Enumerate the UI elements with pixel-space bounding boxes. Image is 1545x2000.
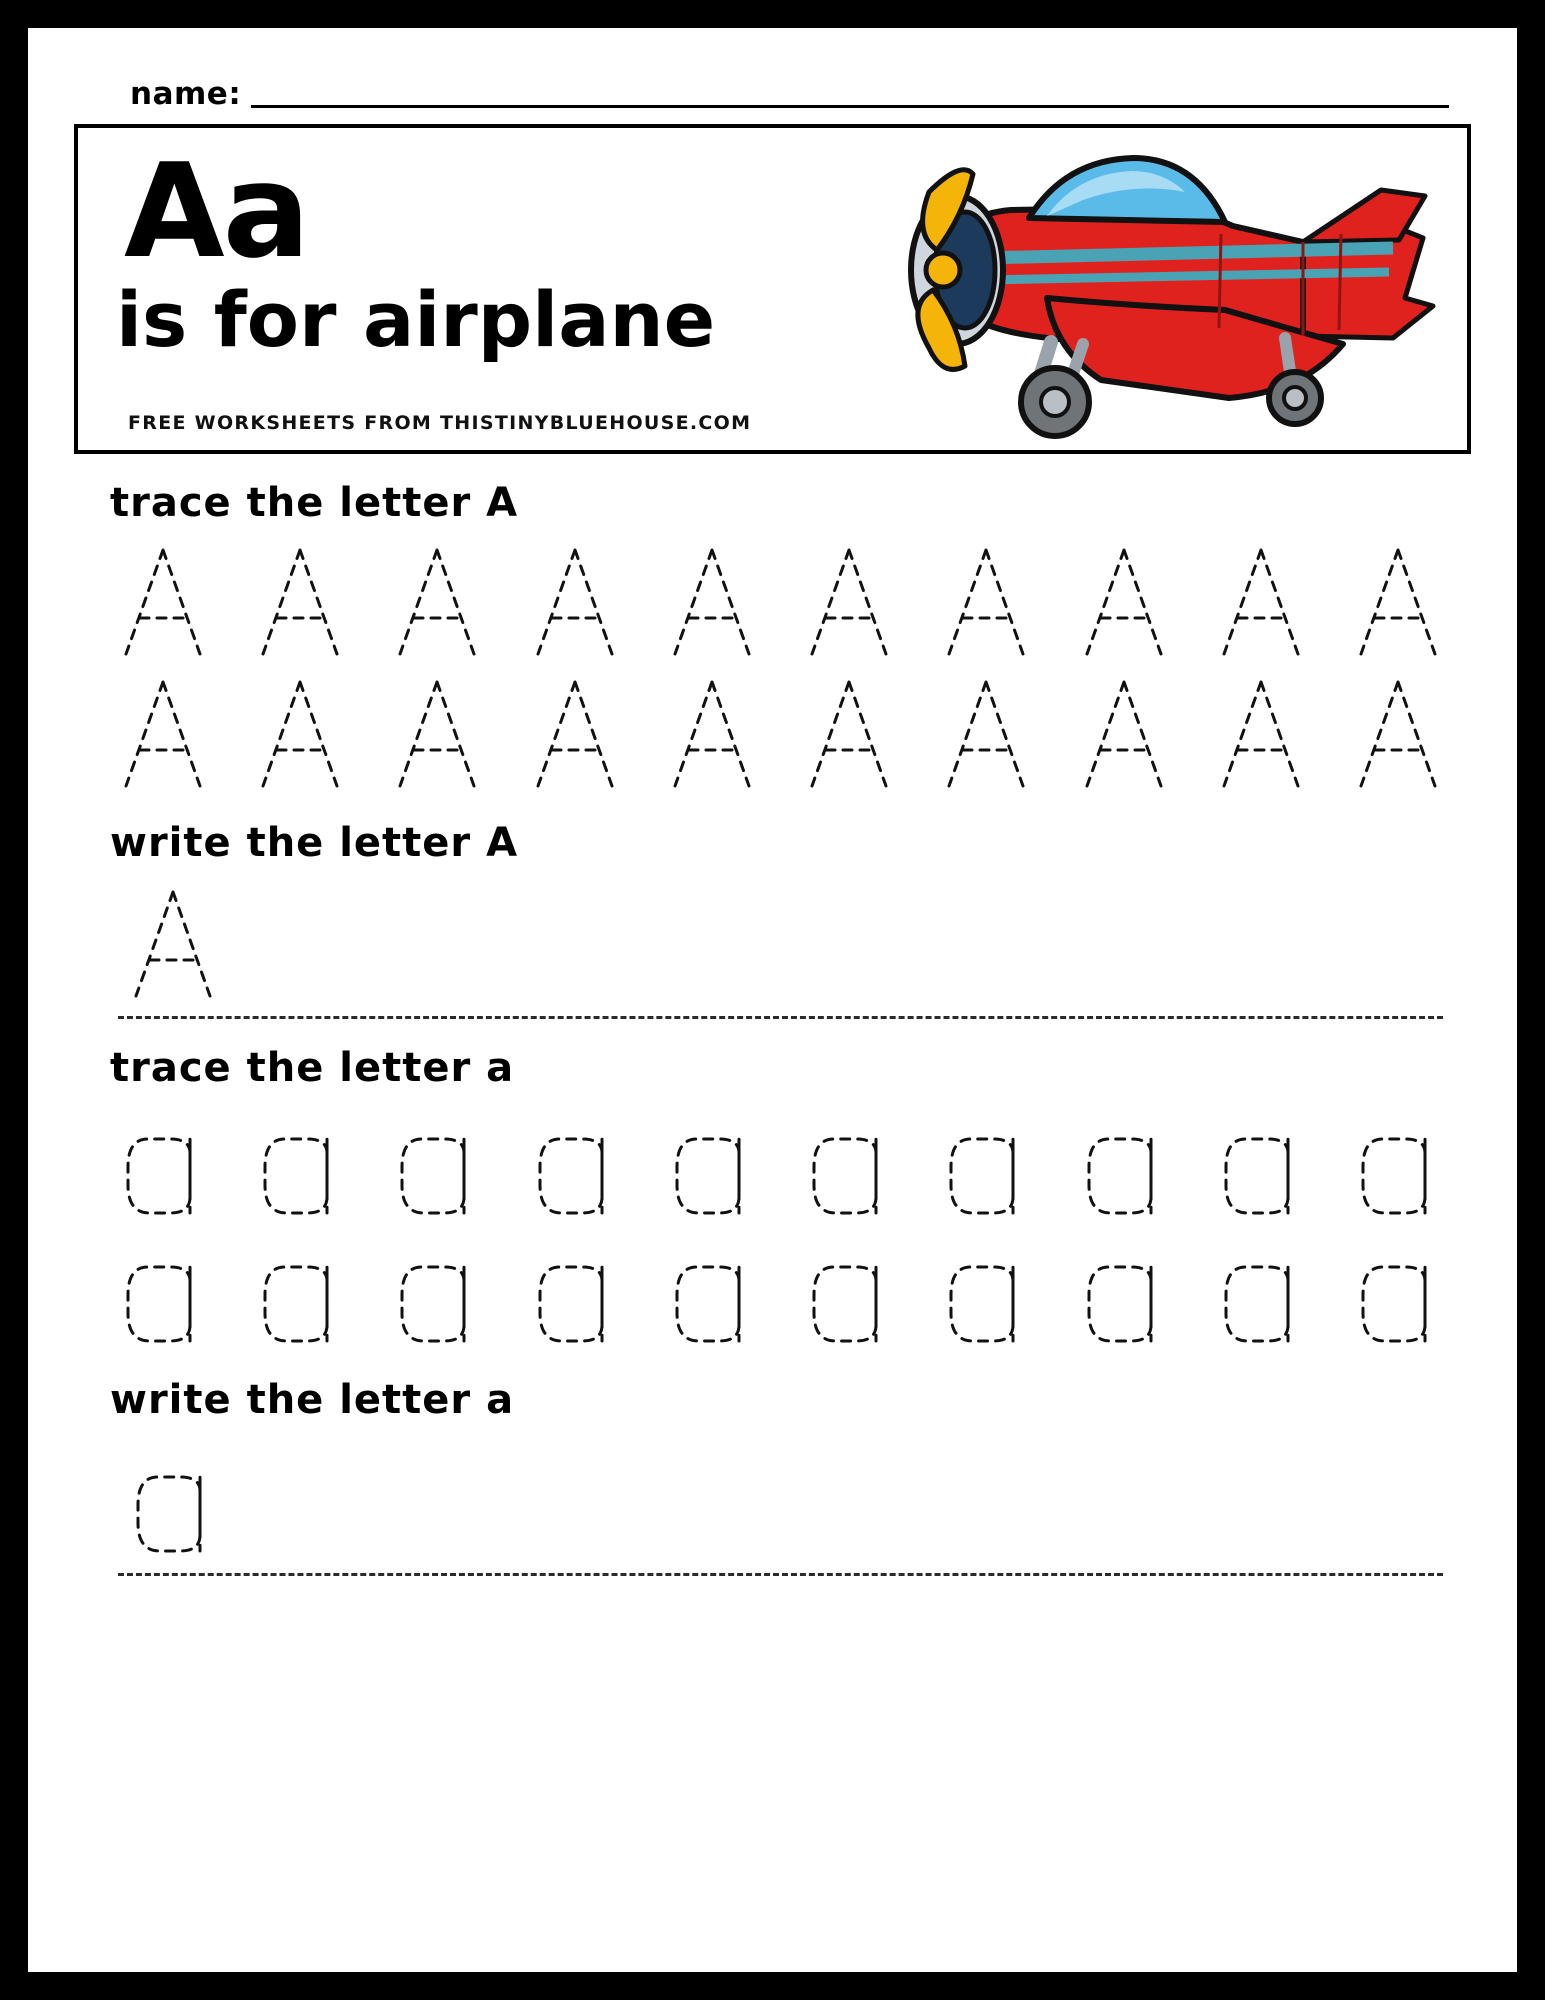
trace-glyph-A[interactable] <box>118 542 208 662</box>
trace-glyph-A[interactable] <box>804 674 894 794</box>
write-area-lowercase[interactable] <box>74 1427 1471 1567</box>
banner-phrase: is for airplane <box>116 275 716 364</box>
section-title-trace-lowercase: trace the letter a <box>110 1045 515 1091</box>
trace-glyph-a[interactable] <box>1216 1251 1306 1351</box>
trace-glyph-A[interactable] <box>255 674 345 794</box>
write-area-uppercase[interactable] <box>74 870 1471 1010</box>
trace-glyph-a[interactable] <box>530 1251 620 1351</box>
trace-glyph-A[interactable] <box>392 542 482 662</box>
section-title-trace-uppercase: trace the letter A <box>110 480 519 526</box>
trace-glyph-A[interactable] <box>392 674 482 794</box>
trace-glyph-a[interactable] <box>804 1123 894 1223</box>
trace-row-lowercase-1[interactable] <box>74 1095 1471 1223</box>
banner-credit: FREE WORKSHEETS FROM THISTINYBLUEHOUSE.COM <box>128 412 752 434</box>
write-guide-glyph-A[interactable] <box>128 884 218 1004</box>
trace-glyph-A[interactable] <box>255 542 345 662</box>
trace-glyph-a[interactable] <box>118 1251 208 1351</box>
trace-glyph-A[interactable] <box>941 542 1031 662</box>
trace-glyph-a[interactable] <box>667 1123 757 1223</box>
trace-glyph-A[interactable] <box>1216 674 1306 794</box>
trace-row-uppercase-1[interactable] <box>74 530 1471 662</box>
trace-glyph-A[interactable] <box>667 542 757 662</box>
trace-row-lowercase-2[interactable] <box>74 1223 1471 1351</box>
name-row <box>74 62 1471 114</box>
trace-glyph-a[interactable] <box>1353 1123 1443 1223</box>
trace-glyph-a[interactable] <box>1079 1251 1169 1351</box>
trace-glyph-A[interactable] <box>118 674 208 794</box>
trace-glyph-a[interactable] <box>667 1251 757 1351</box>
write-baseline-lowercase <box>118 1573 1443 1576</box>
name-label: name: <box>130 76 242 112</box>
write-guide-glyph-a[interactable] <box>128 1461 218 1561</box>
trace-glyph-A[interactable] <box>667 674 757 794</box>
trace-glyph-A[interactable] <box>1079 674 1169 794</box>
trace-glyph-a[interactable] <box>392 1251 482 1351</box>
banner-letters: Aa <box>124 135 309 287</box>
trace-glyph-a[interactable] <box>941 1123 1031 1223</box>
trace-glyph-a[interactable] <box>255 1251 345 1351</box>
header-banner <box>74 124 1471 454</box>
trace-glyph-A[interactable] <box>530 542 620 662</box>
trace-glyph-a[interactable] <box>392 1123 482 1223</box>
trace-glyph-A[interactable] <box>1216 542 1306 662</box>
trace-glyph-A[interactable] <box>1079 542 1169 662</box>
trace-glyph-a[interactable] <box>941 1251 1031 1351</box>
trace-glyph-a[interactable] <box>1353 1251 1443 1351</box>
trace-row-uppercase-2[interactable] <box>74 662 1471 794</box>
section-title-write-uppercase: write the letter A <box>110 820 519 866</box>
trace-glyph-a[interactable] <box>804 1251 894 1351</box>
banner-text-block <box>116 135 716 364</box>
trace-glyph-A[interactable] <box>530 674 620 794</box>
trace-glyph-A[interactable] <box>1353 542 1443 662</box>
airplane-illustration <box>833 130 1471 454</box>
trace-glyph-A[interactable] <box>804 542 894 662</box>
trace-glyph-a[interactable] <box>1079 1123 1169 1223</box>
trace-glyph-a[interactable] <box>118 1123 208 1223</box>
section-title-write-lowercase: write the letter a <box>110 1377 515 1423</box>
name-input-line[interactable] <box>251 104 1449 108</box>
trace-glyph-A[interactable] <box>1353 674 1443 794</box>
worksheet-sheet <box>28 28 1517 1972</box>
trace-glyph-A[interactable] <box>941 674 1031 794</box>
trace-glyph-a[interactable] <box>255 1123 345 1223</box>
trace-glyph-a[interactable] <box>1216 1123 1306 1223</box>
write-baseline-uppercase <box>118 1016 1443 1019</box>
trace-glyph-a[interactable] <box>530 1123 620 1223</box>
